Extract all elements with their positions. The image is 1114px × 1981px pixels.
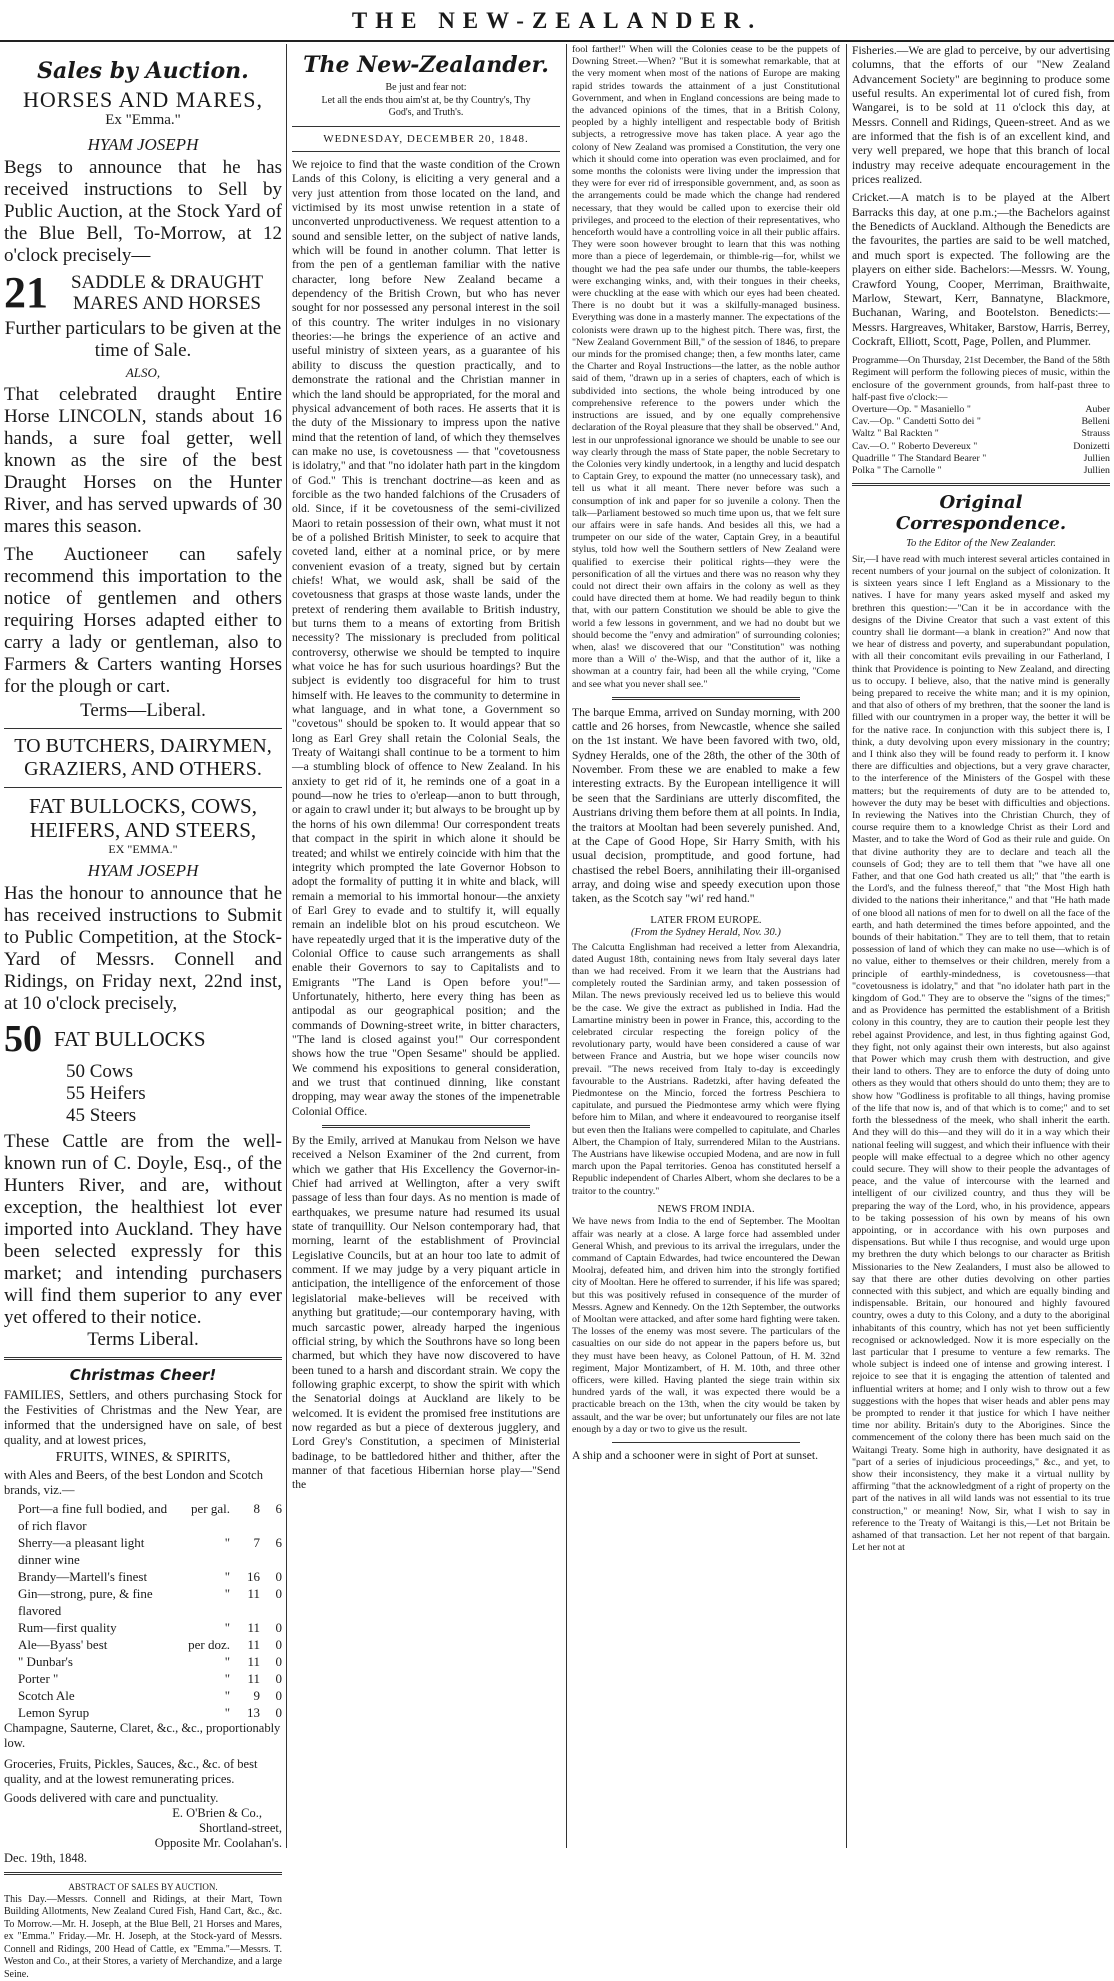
cricket-item: Cricket.—A match is to be played at the Albert Barracks this day, at one p.m.;—the Bachelors against the Benedicts of Auckland. Although the Benedicts are the favourites, the parties are said to be well matched, and much sport is expected. The following are the players on either side. Bachelors:—Messrs. W. Young, Crawford Young, Cooper, Merriman, Braithwaite, Marlow, Stewart, Kerr, Bannatyne, Blackmore, Buchanan, Waring, and Bootelston. Benedicts:—Messrs. Hargreaves, Whitaker, Barstow, Harris, Berrey, Cockraft, Elliott, Scott, Page, Pollen, and Plummer.	[852, 191, 1110, 349]
price-unit: "	[174, 1619, 230, 1636]
bullocks-count-text: FAT BULLOCKS	[54, 1027, 206, 1052]
price-unit: "	[174, 1704, 230, 1721]
later-subtitle: (From the Sydney Herald, Nov. 30.)	[572, 927, 840, 940]
music-row	[852, 441, 1110, 453]
horses-count-row	[4, 267, 282, 318]
price-pence: 0	[260, 1704, 282, 1721]
divider	[322, 1125, 530, 1128]
price-shillings: 16	[230, 1568, 260, 1585]
price-item: Ale—Byass' best	[18, 1636, 174, 1653]
music-composer: Jullien	[1084, 453, 1110, 465]
editorial-body: We rejoice to find that the waste condition of the Crown Lands of this Colony, is eliciting a very general and a very just attention from those located on the land, and victimised by its most unwise retention in a state of unconverted unproductiveness. We request attention to a sound and sensible letter, on the subject of native lands, which will be found in another column. That letter is from the pen of a gentleman familiar with the native character, long before New Zealand became a dependency of the British Crown, but who has never sought for nor possessed any personal interest in the soil of this country. The writer indulges in no visionary theories:—he brings the experience of an active and useful ministry of sixteen years, as a guarantee of his ability to discuss the question practically, and to demonstrate the rational and the Christian manner in which the land should be appropriated, for the moral and physical advancement of both races. He asserts that it is the duty of the Missionary to impress upon the native mind that the retention of land, of which they themselves can make no use, is covetousness — that "covetousness is idolatry," and that "no idolater hath part in the kingdom of God." This is trenchant doctrine—as keen and as forcible as the two handed falchions of the Crusaders of old. Since, if it be covetousness of the semi-civilized Maori to retain possession of their own, what must it not be of a polished British Minister, to seek to acquire that coveted land, either at a nominal price, or by mere convenient evasion of a treaty, signed but by certain chiefs! What, we would ask, shall be said of the covetousness that grasps at those waste lands, under the pretext of rendering them available to British industry, but turns them to a means of extorting from British necessity? The missionary is precluded from political controversy, otherwise we should be tempted to inquire what voice he has for such usurious hoardings? But the subject is evidently too disgraceful for him to trust himself with. He leaves to the community to determine in what language, and in what tone, a Government so "covetous" should be spoken to. It would appear that so long as Earl Grey shall retain the Colonial Seals, the Treaty of Waitangi shall continue to be a torment to him—a stumbling block of offence to New Zealand. In his anxiety to get rid of it, he reminds one of a goat in a pound—now he tries to o'erleap—anon to butt through, or again to crawl under it; but always to be brought up by the horns of his own dilemma! Our correspondent treats that compact in the spirit in which alone it should be treated; and whilst we entirely coincide with him that the integrity which prompted the late Governor Hobson to adopt the formality of putting it in white and black, will remain a memorial to his immortal honour—the anxiety of Earl Grey to evade and to stultify it, will equally remain an indelible blot on his proud escutcheon. We have repeatedly urged that it is the imperative duty of the Colonial Office to cause such arrangements as shall enable their Governors to say to Capitalists and to Emigrants "The Land is Open before you!"—Unfortunately, hitherto, here every thing has been as antipodal as our geographical position; and the commands of Downing-street write, in bitter characters, "The land is closed against you!" Our correspondent shows how the true "Open Sesame" should be applied. We commend his expositions to general consideration, and we trust that continued dinning, like constant dropping, may wear away the stones of the impenetrable Colonial Office.	[292, 158, 560, 1119]
motto-line-1: Be just and fear not:	[292, 82, 560, 95]
price-row	[18, 1687, 282, 1704]
price-pence: 6	[260, 1534, 282, 1568]
divider	[4, 1872, 282, 1875]
price-shillings: 11	[230, 1670, 260, 1687]
correspondence-body: Sir,—I have read with much interest several articles contained in recent numbers of your journal on the subject of colonization. It is sixteen years since I left England as a Missionary to the natives. I have for many years asked myself and asked my brethren this question:—"Can it be in accordance with the designs of the Divine Creator that such a vast extent of this country shall lie dormant—a blank in creation?" And now that we hear of distress and poverty, and superabundant population, with all their concomitant evils prevailing in our Fatherland, I think that Providence is pointing to New Zealand, and directing us to occupy. I believe, also, that the native mind is generally being prepared to receive the white man; and it is my opinion, and that also of others of my brethren, that the sooner the land is filled with our countrymen in a proper way, the better it will be for the native race. In conjunction with this subject there is, I think, a duty devolving upon every missionary in the country; and I think also they will be found ready to perform it. I know there are difficulties and objections, but a very grave character, to the interference of the Ministers of the Gospel with these matters; but the requirements of duty are to be attended to, however the duty may be beset with difficulties and objections. In reviewing the Natives into the Christian Church, they of course require them to a knowledge Christ as their Lord and Master, and to take the Word of God as their rule and guide. On that divine authority they are to declare and teach all the counsels of God; they are to tell them that "we have all one Father, and that one God hath created us all;" that "the earth is the Lord's, and the fulness thereof," that "the Most High hath divided to the nations their inheritance," and that "He hath made of one blood all nations of men for to dwell on all the face of the earth, and hath determined the times before appointed, and the bounds of their habitation." They are to tell them, that to retain possession of land of which they can make no use—which is of no value, either to themselves or their children, merely from a principle of earthly-mindedness, is covetousness—that "covetousness is idolatry," and that "no idolater hath part in the kingdom of God." They are to observe the "signs of the times;" and as Providence has permitted the establishment of a British colony in this country, they are to caution their people lest they rebel against Providence, and lest, in thus fighting against God, they fight, not only against their own interests, but also against that Power which may crush them with destruction, and give their land to others. They are to enforce the duty of doing unto others as they would that others should do unto them; they are to show how "Godliness is profitable to all things, having promise of the life that now is, and of that which is to come;" and to set forth the blessedness of the meek, who shall inherit the earth. And they will do this—and they will do it in a way which their national feeling will suggest, and which their influence with their people will make effectual to a degree which no other agency could secure. They will show to their people the advantages of peace, and the value of intercourse with the learned and intelligent of our civilized country, and thus they will be preparing the way of the Lord, who, in his providence, appears to be taking possession of his own by means of his own appointing, or in accordance with his own purposes and dispensations. But while I thus recognise, and would urge upon my brethren the duty which belongs to our character as British Missionaries to the New Zealanders, I must also be allowed to say that there are other duties devolving on other parties connected with this subject, and which are equally binding and indispensable. Britain, our honoured and highly favoured country, owes a duty to this Colony, and a duty to the aboriginal inhabitants of this country, which has not yet been sufficiently recognised or acknowledged. Now it is more especially on the last particular that I presume to venture a few remarks. The whole subject is indeed one of intense and growing interest. I rejoice to see that it is engaging the attention of talented and influential writers at home; and I only wish to throw out a few suggestions with the hopes that wiser heads and abler pens may be prompted to render it that justice for which I have neither time nor ability. Britain's duty to the Aborigines. Since the commencement of the colony there has been much said on the Waitangi Treaty. Some high in authority, have designated it as "part of a series of injudicious proceedings," &c., and yet, to show their inconsistency, they make it a virtual nullity by affirming "that the acknowledgment of a right of property on the part of the natives in all wild lands was not essential to its true construction," or meaning! Now, Sir, what I wish to say in reference to the Treaty of Waitangi is this,—Let not Britain be ashamed of that transaction. Let her not repent of that bargain. Let her not at	[852, 554, 1110, 1555]
price-pence: 0	[260, 1670, 282, 1687]
music-piece: Waltz " Bal Rackten "	[852, 428, 939, 440]
terms-liberal-2: Terms Liberal.	[4, 1329, 282, 1351]
music-row	[852, 428, 1110, 440]
groceries-line: Groceries, Fruits, Pickles, Sauces, &c., &c. of best quality, and at the lowest remunerating prices.	[4, 1757, 282, 1787]
motto-line-2: Let all the ends thou aim'st at, be thy Country's, Thy God's, and Truth's.	[292, 95, 560, 120]
price-unit: "	[174, 1670, 230, 1687]
price-item: Scotch Ale	[18, 1687, 174, 1704]
divider	[4, 787, 282, 788]
price-pence: 0	[260, 1585, 282, 1619]
price-row	[18, 1653, 282, 1670]
music-composer: Strauss	[1081, 428, 1110, 440]
masthead-title: THE NEW-ZEALANDER.	[352, 8, 762, 34]
signature-date: Dec. 19th, 1848.	[4, 1851, 282, 1866]
music-row	[852, 416, 1110, 428]
later-body: The Calcutta Englishman had received a letter from Alexandria, dated August 18th, containing news from Italy several days later than we had received. From it we learn that the Austrians had completely routed the Sardinian army, and taken possession of Milan. The news previously received led us to believe this would be the case. We give the extract as published in India. Had the Lamartine ministry been in power in France, this, according to the celebrated circular respecting the foreign policy of the revolutionary party, would have been considered a cause of war between France and Austria, but we hope wiser councils now prevail. "The news received from Italy to-day is exceedingly favourable to the Austrians. Radetzki, after having defeated the Piedmontese on the Mincio, forced the fortress Peschiera to capitulate, and pursued the Piedmontese army which were flying before him to Milan, and where it endeavoured to reorganise itself but even then the Italians were compelled to capitulate, and Charles Albert, the Champion of Italy, surrendered Milan to the Austrians. The Austrians have likewise occupied Modena, and are now in full march upon the Papal territories. Genoa has constituted herself a Republic independent of Charles Albert, whom she declares to be a traitor to the country."	[572, 942, 840, 1198]
price-item: Brandy—Martell's finest	[18, 1568, 174, 1585]
music-composer: Belleni	[1081, 416, 1110, 428]
bullocks-subtitle: EX "EMMA."	[4, 842, 282, 857]
steers-count: 45 Steers	[4, 1105, 282, 1127]
abstract-body: This Day.—Messrs. Connell and Ridings, at their Mart, Town Building Allotments, New Zealand Cured Fish, Hand Cart, &c., &c. To Morrow.—Mr. H. Joseph, at the Blue Bell, 21 Horses and Mares, ex "Emma." Friday.—Mr. H. Joseph, at the Stock-yard of Messrs. Connell and Ridings, 200 Head of Cattle, ex "Emma."—Messrs. T. Weston and Co., at their Stores, a variety of Merchandize, and a large Seine.	[4, 1894, 282, 1981]
horses-count: 21	[4, 267, 52, 318]
auctioneer-name-2: HYAM JOSEPH	[4, 861, 282, 881]
price-row	[18, 1636, 282, 1653]
price-shillings: 11	[230, 1653, 260, 1670]
price-row	[18, 1534, 282, 1568]
emma-arrival: The barque Emma, arrived on Sunday morning, with 200 cattle and 26 horses, from Newcastle, whence she sailed on the 1st instant. We have been favored with two, old, Sydney Heralds, one of the 28th, the other of the 30th of November. From these we are enabled to make a few interesting extracts. By the European intelligence it will be seen that the Sardinians are utterly discomfited, the Austrians driving them before them at all points. In India, the traitors at Mooltan had been severely punished. And, at the Cape of Good Hope, Sir Harry Smith, with his usual decision, promptitude, and good fortune, had chastised the rebel Boers, annihilating their ill-organised array, and doing wise and speedy execution upon those taken, as the Scotch say "wi' red hand."	[572, 706, 840, 907]
column-correspondence	[852, 44, 1110, 1848]
terms-liberal: Terms—Liberal.	[4, 700, 282, 722]
constitution-body: fool farther!" When will the Colonies cease to be the puppets of Downing Street.—When? "But it is somewhat remarkable, that at the very moment when most of the nations of Europe are making rapid strides towards the attainment of a just Constitutional Government, and when in England concessions are being made to the advanced opinions of the times, that in a British Colony, peopled by a highly intelligent and respectable body of British subjects, a retrogressive move has taken place. A year ago the colony of New Zealand was promised a Constitution, the very one which it should come into operation was even proclaimed, and for some months the colonists were living under the impression that they were for ever rid of irresponsible government, and, as soon as the arrangements could be made which the change had rendered necessary, that they would be called upon to exercise their old privileges, and proceed to the election of their representatives, who henceforth would have a controlling voice in all their public affairs. They were soon however brought to learn that this was nothing more than a piece of legerdemain, or thimble-rig—for, whilst we thought we had the pea safe under our thumbs, the table-keepers were exchanging winks, and, with their tongues in their cheeks, were chuckling at the ease with which our eyes had been cheated. There is no doubt but it was a skilfully-managed business. Everything was done in a masterly manner. The expectations of the colonists were drawn up to the highest pitch. There was, first, the "New Zealand Government Bill," of the session of 1846, to prepare our minds for the promised change; then, a few months later, came the Charter and Royal Instructions—the latter, as the noble author said of them, "drawn up in a series of chapters, each of which is subdivided into sections, the whole being introduced by one comprehensive reference to the powers under which the instructions are issued, and by one equally comprehensive declaration of the Royal pleasure that they shall be observed." And, lest in our unprofessional ignorance we should be unable to see our way clearly through the mass of State paper, the noble Secretary to the Colonies very kindly undertook, in a lengthy and lucid despatch to Captain Grey, to expound the matter (no unnecessary task), and tell us what it all meant. There never before was such a consumption of ink and paper for so juvenile a colony. Then the talk—Parliament bestowed so much time upon us, that we felt sure our affairs were in safe hands. And besides all this, we had a trumpeter on our side of the water, Captain Grey, in a beautiful stylus, told how well the Southern settlers of New Zealand were qualified to exercise their political rights—they were the personification of all the virtues and there was no reason why they could not direct their own affairs in the colony as well as they could have directed them at home. We had readily begun to think that, with our pattern Constitution we should be able to give the world a few lessons in government, and we had no doubt but we should become the "envy and admiration" of surrounding colonies; when, alas! we discovered that our "Constitution" was nothing more than a Will o' the-Wisp, and that the author of it, like a showman at a country fair, had been all the while crying, "Come and see what you never shall see."	[572, 44, 840, 691]
price-row	[18, 1585, 282, 1619]
christmas-body: FAMILIES, Settlers, and others purchasing Stock for the Festivities of Christmas and the New Year, are informed that the undersigned have on sale, of best quality, and at lowest prices,	[4, 1388, 282, 1448]
correspondence-title: Original Correspondence.	[852, 492, 1110, 534]
signature-name: E. O'Brien & Co.,	[4, 1806, 282, 1821]
christmas-title: Christmas Cheer!	[4, 1366, 282, 1384]
music-list	[852, 404, 1110, 477]
butchers-title: TO BUTCHERS, DAIRYMEN, GRAZIERS, AND OTHERS.	[4, 735, 282, 781]
column-rule	[566, 44, 567, 1848]
divider	[4, 728, 282, 729]
price-item: Gin—strong, pure, & fine flavored	[18, 1585, 174, 1619]
price-pence: 0	[260, 1687, 282, 1704]
divider	[852, 483, 1110, 486]
horses-body: Begs to announce that he has received instructions to Sell by Public Auction, at the Stock Yard of the Blue Bell, To-Morrow, at 12 o'clock precisely—	[4, 157, 282, 267]
price-row	[18, 1568, 282, 1585]
price-row	[18, 1670, 282, 1687]
column-rule	[286, 44, 287, 1848]
price-pence: 0	[260, 1568, 282, 1585]
price-item: " Dunbar's	[18, 1653, 174, 1670]
masthead	[0, 0, 1114, 42]
horses-subtitle: Ex "Emma."	[4, 112, 282, 129]
price-item: Rum—first quality	[18, 1619, 174, 1636]
price-unit: "	[174, 1534, 230, 1568]
correspondence-addressee: To the Editor of the New Zealander.	[852, 538, 1110, 551]
later-title: LATER FROM EUROPE.	[572, 915, 840, 928]
horses-count-text: SADDLE & DRAUGHT MARES AND HORSES	[52, 272, 282, 314]
price-pence: 0	[260, 1636, 282, 1653]
bullocks-body: Has the honour to announce that he has received instructions to Submit to Public Competition, at the Stock-Yard of Messrs. Connell and Ridings, on Friday next, 22nd inst, at 10 o'clock precisely,	[4, 883, 282, 1015]
price-item: Port—a fine full bodied, and of rich flavor	[18, 1500, 174, 1534]
music-row	[852, 465, 1110, 477]
price-unit: per doz.	[174, 1636, 230, 1653]
price-unit: "	[174, 1687, 230, 1704]
editorial-title: The New-Zealander.	[292, 52, 560, 78]
music-row	[852, 404, 1110, 416]
sales-heading: Sales by Auction.	[4, 58, 282, 84]
divider	[612, 1442, 800, 1443]
price-item: Porter "	[18, 1670, 174, 1687]
ship-sighting: A ship and a schooner were in sight of Port at sunset.	[572, 1449, 840, 1463]
bullocks-count: 50	[4, 1017, 54, 1061]
price-shillings: 13	[230, 1704, 260, 1721]
price-pence: 6	[260, 1500, 282, 1534]
also-label: ALSO,	[4, 365, 282, 381]
price-pence: 0	[260, 1653, 282, 1670]
price-shillings: 11	[230, 1619, 260, 1636]
fisheries-item: Fisheries.—We are glad to perceive, by our advertising columns, that the efforts of our "New Zealand Advancement Society" are beginning to produce some useful results. An experimental lot of cured fish, from Wangarei, is to be sold at 11 o'clock this day, at Messrs. Connell and Ridings, Queen-street. And as we are informed that the fish is of an excellent kind, and very well prepared, we hope that this branch of local industry may receive adequate encouragement in the prices realized.	[852, 44, 1110, 187]
bullocks-count-row	[4, 1017, 282, 1061]
price-shillings: 8	[230, 1500, 260, 1534]
music-composer: Donizetti	[1073, 441, 1110, 453]
divider	[292, 126, 560, 127]
price-row	[18, 1704, 282, 1721]
cows-count: 50 Cows	[4, 1061, 282, 1083]
auctioneer-name: HYAM JOSEPH	[4, 135, 282, 155]
horses-title: HORSES AND MARES,	[4, 88, 282, 112]
music-row	[852, 453, 1110, 465]
divider	[612, 697, 800, 700]
column-advertisements	[4, 44, 282, 1848]
abstract-title: ABSTRACT OF SALES BY AUCTION.	[4, 1881, 282, 1894]
price-shillings: 7	[230, 1534, 260, 1568]
cattle-body: These Cattle are from the well-known run of C. Doyle, Esq., of the Hunters River, and are, without exception, the healthiest lot ever imported into Auckland. They have been selected expressly for this market; and intending purchasers will find them superior to any ever yet offered to their notice.	[4, 1131, 282, 1329]
price-pence: 0	[260, 1619, 282, 1636]
auctioneer-recommendation: The Auctioneer can safely recommend this importation to the notice of gentlemen and others requiring Horses adapted either to carry a lady or gentleman, also to Farmers & Carters wanting Horses for the plough or cart.	[4, 544, 282, 698]
nelson-body: By the Emily, arrived at Manukau from Nelson we have received a Nelson Examiner of the 2nd current, from which we gather that His Excellency the Governor-in-Chief had arrived at Wellington, after a very swift passage of less than four days. As no mention is made of earthquakes, we presume nature had resumed its usual state of tranquillity. Our Nelson contemporary had, that morning, learnt of the establishment of Provincial Legislative Councils, but at an hour too late to admit of comment. If we may judge by a very piquant article in anticipation, the intelligence of the enforcement of those legislatorial make-believes will be received with anything but gratitude;—our contemporary having, with much sarcastic power, already harped the ingenious official string, by which the Southrons have so long been charmed, but which they have now discovered to have been tuned to a harsh and discordant strain. We copy the following graphic excerpt, to show the spirit with which the Senatorial doings at Auckland are likely to be welcomed. It is evident the promised free institutions are now regarded as but a piece of dexterous jugglery, and Lord Grey's Constitution, a specimen of Ministerial badinage, to be battledored hither and thither, after the manner of that facetious Hibernian horse play—"Send the	[292, 1134, 560, 1493]
price-shillings: 11	[230, 1585, 260, 1619]
further-particulars: Further particulars to be given at the time of Sale.	[4, 318, 282, 362]
heifers-count: 55 Heifers	[4, 1083, 282, 1105]
programme-item: Programme—On Thursday, 21st December, the Band of the 58th Regiment will perform the following pieces of music, within the enclosure of the government grounds, from half-past three to half-past five o'clock:—	[852, 355, 1110, 404]
signature-opposite: Opposite Mr. Coolahan's.	[4, 1836, 282, 1851]
price-shillings: 9	[230, 1687, 260, 1704]
music-piece: Cav.—Op. " Candetti Sotto dei "	[852, 416, 981, 428]
india-title: NEWS FROM INDIA.	[572, 1204, 840, 1217]
issue-date: WEDNESDAY, DECEMBER 20, 1848.	[292, 133, 560, 146]
christmas-ales: with Ales and Beers, of the best London and Scotch brands, viz.—	[4, 1468, 282, 1498]
india-body: We have news from India to the end of September. The Mooltan affair was nearly at a close. A large force had assembled under General Whish, and previous to its arrival the irregulars, under the command of Captain Edwardes, had twice encountered the Dewan Moolraj, defeated him, and driven him into the strongly fortified city of Mooltan. Here he offered to surrender, if his life was spared; but this was positively refused in consequence of the murder of Messrs. Agnew and Kennedy. On the 12th September, the outworks of Mooltan were attacked, and after some hard fighting were taken. The losses of the enemy was most severe. The particulars of the casualties on our side do not appear in the papers before us, but they must have been heavy, as Colonel Pattoun, of H. M. 32nd regiment, Major Montizambert, of H. M. 10th, and three other officers, were killed. Having planted the siege train within six hundred yards of the wall, it was expected there would be a practicable breach on the 13th, when the city would be taken by assault, and the war be over; but unfortunately our files are not late enough by a day or two to give us the result.	[572, 1216, 840, 1436]
column-rule	[846, 44, 847, 1848]
champagne-line: Champagne, Sauterne, Claret, &c., &c., proportionably low.	[4, 1721, 282, 1751]
goods-line: Goods delivered with care and punctuality.	[4, 1791, 282, 1806]
signature-street: Shortland-street,	[4, 1821, 282, 1836]
lincoln-body: That celebrated draught Entire Horse LINCOLN, stands about 16 hands, a sure foal getter, well known as the sire of the best Draught Horses on the Hunter River, and has served upwards of 30 mares this season.	[4, 384, 282, 538]
divider	[4, 1357, 282, 1360]
music-piece: Quadrille " The Standard Bearer "	[852, 453, 986, 465]
music-piece: Overture—Op. " Masaniello "	[852, 404, 971, 416]
music-piece: Polka " The Carnolle "	[852, 465, 942, 477]
music-piece: Cav.—O. " Roberto Devereux "	[852, 441, 977, 453]
price-unit: "	[174, 1568, 230, 1585]
divider	[292, 151, 560, 152]
price-shillings: 11	[230, 1636, 260, 1653]
price-list	[4, 1500, 282, 1721]
price-row	[18, 1619, 282, 1636]
price-unit: "	[174, 1585, 230, 1619]
price-unit: per gal.	[174, 1500, 230, 1534]
column-news	[572, 44, 840, 1848]
bullocks-title: FAT BULLOCKS, COWS, HEIFERS, AND STEERS,	[4, 794, 282, 842]
price-row	[18, 1500, 282, 1534]
music-composer: Jullien	[1084, 465, 1110, 477]
price-unit: "	[174, 1653, 230, 1670]
music-composer: Auber	[1085, 404, 1110, 416]
christmas-fruits: FRUITS, WINES, & SPIRITS,	[4, 1450, 282, 1466]
price-item: Sherry—a pleasant light dinner wine	[18, 1534, 174, 1568]
price-item: Lemon Syrup	[18, 1704, 174, 1721]
column-editorial	[292, 44, 560, 1848]
